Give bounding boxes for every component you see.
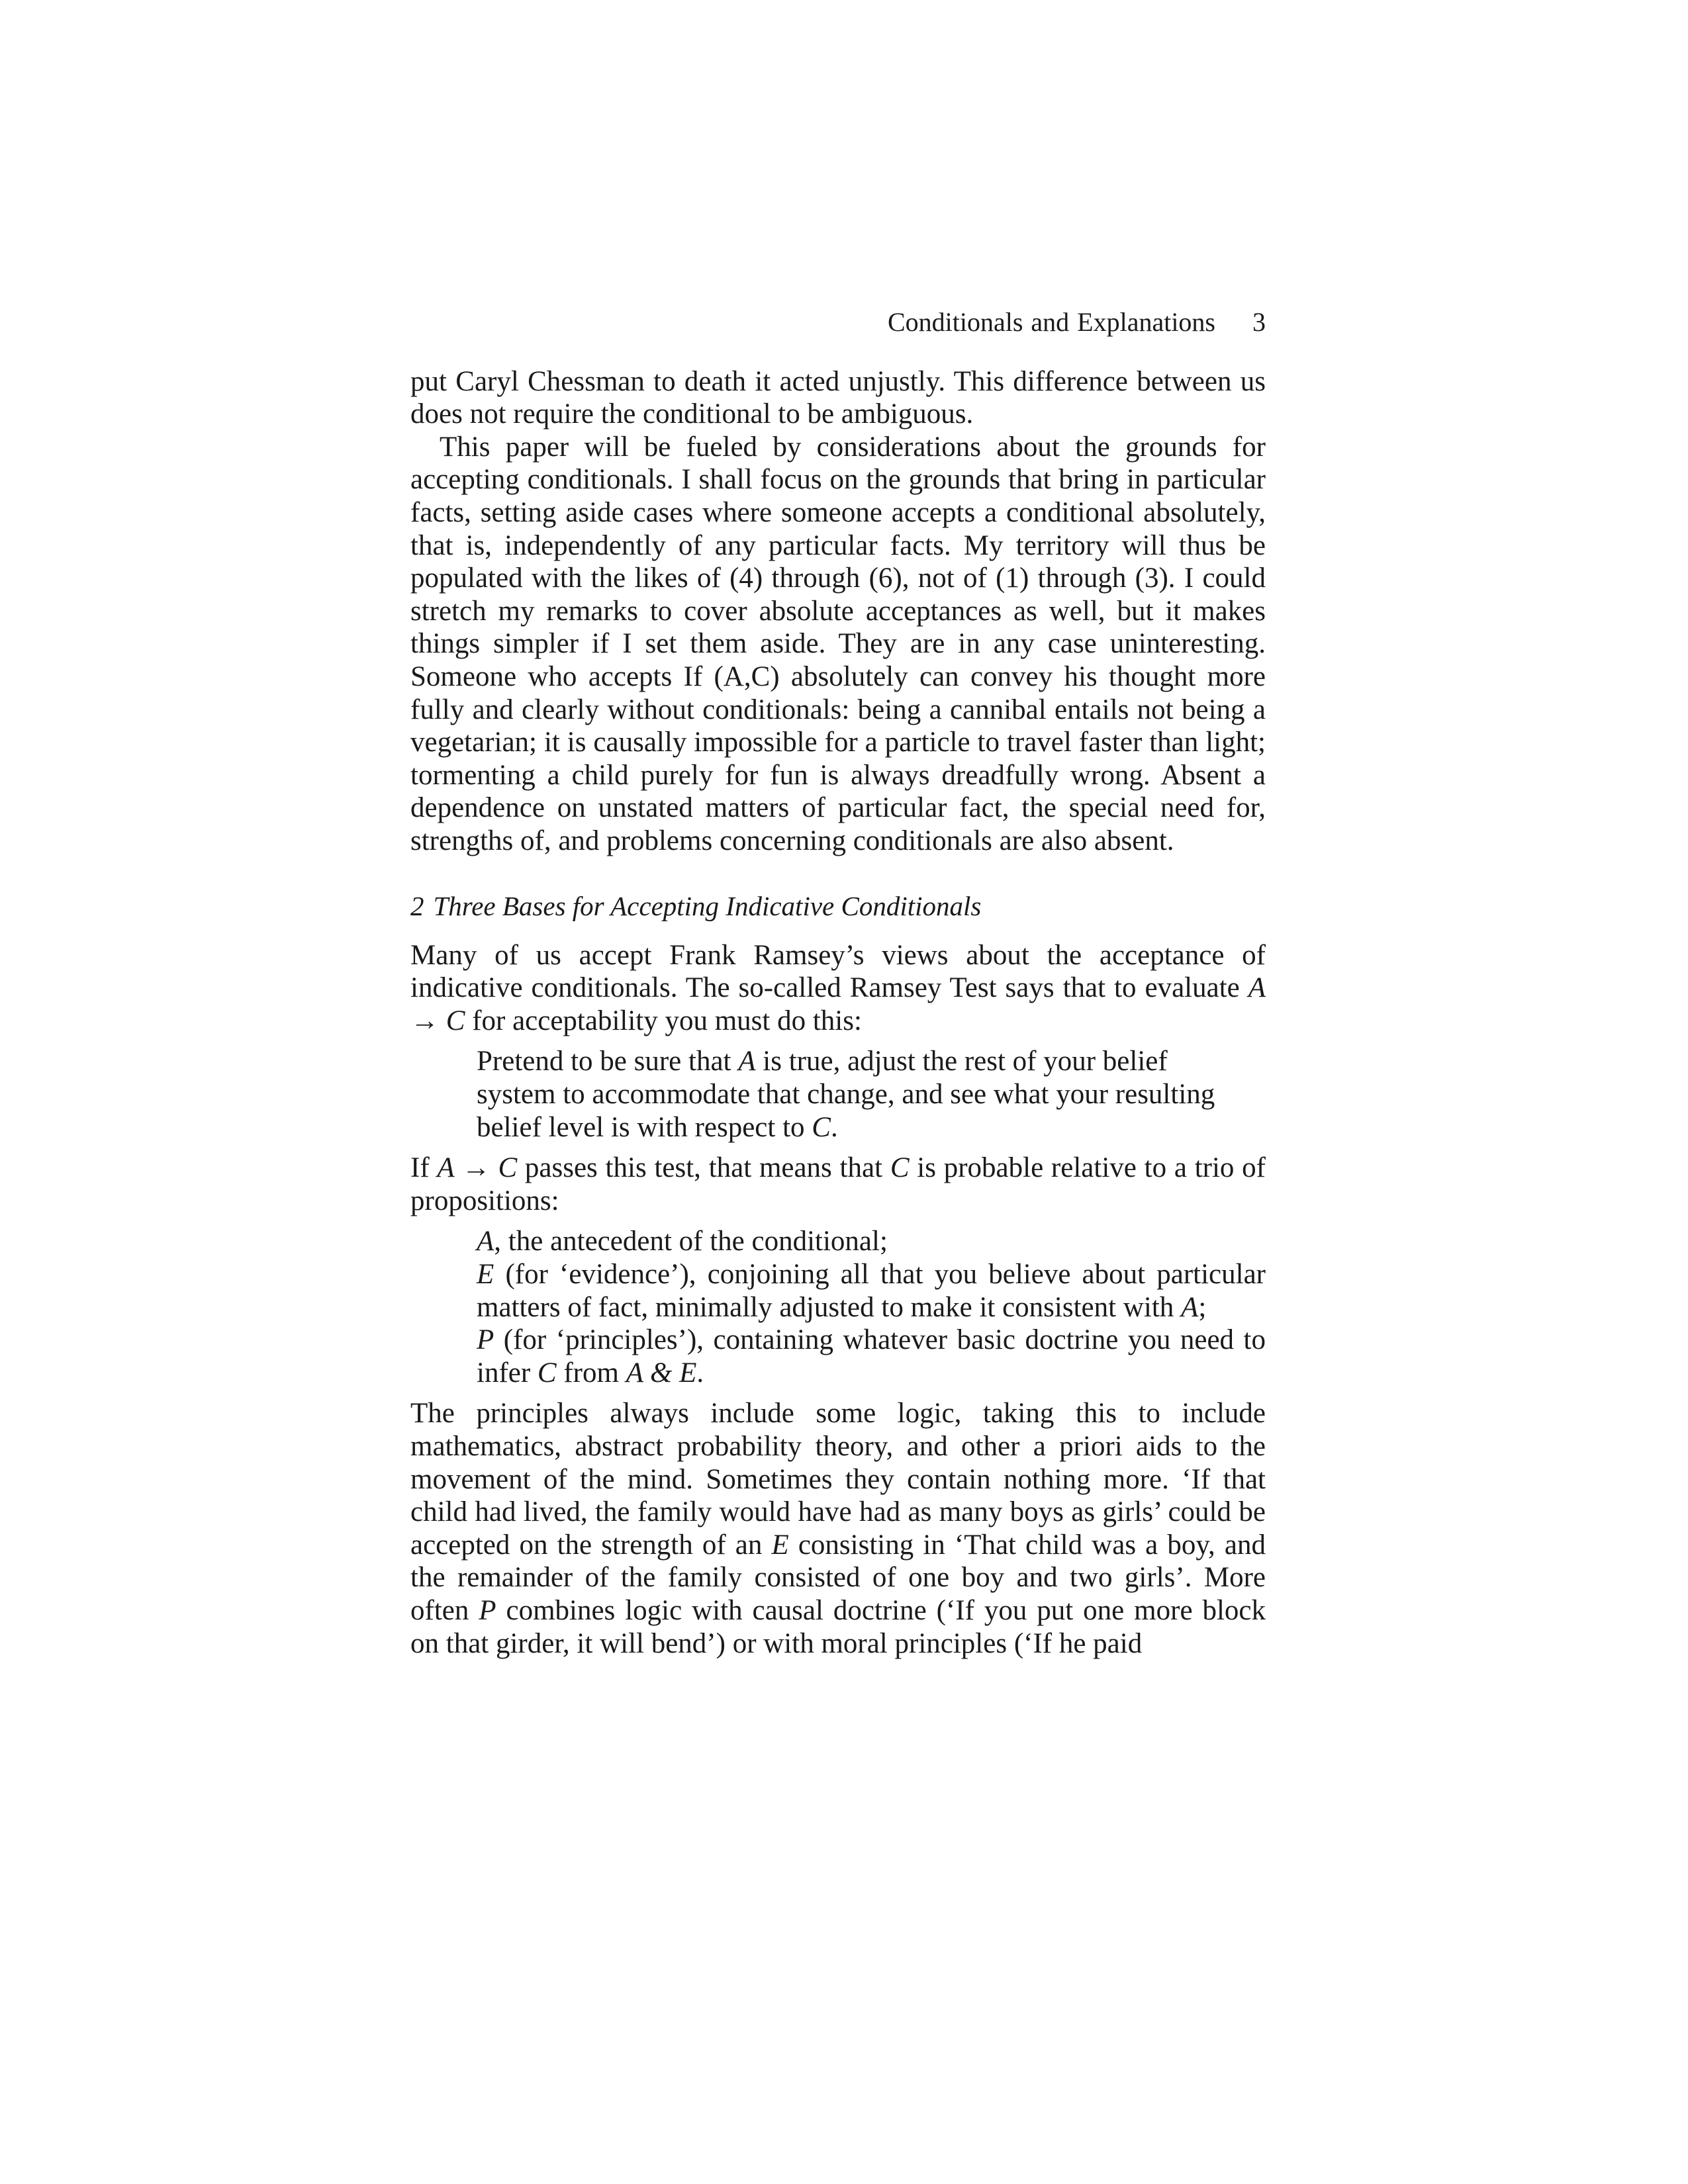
p3-text-b: for acceptability you must do this: bbox=[465, 1005, 862, 1036]
list-item-e bbox=[477, 1258, 1266, 1324]
section-number: 2 bbox=[410, 891, 424, 922]
p4-text-3: is probable relative to a trio of propositions: bbox=[410, 1152, 1266, 1216]
proposition-list bbox=[477, 1225, 1266, 1389]
item-p-end: . bbox=[696, 1357, 704, 1388]
item-p-mid: from bbox=[556, 1357, 626, 1388]
quote-text-1: Pretend to be sure that bbox=[477, 1046, 739, 1077]
section-title: Three Bases for Accepting Indicative Conditionals bbox=[433, 891, 982, 922]
item-p-var2: C bbox=[537, 1357, 557, 1388]
item-e-end: ; bbox=[1198, 1291, 1207, 1323]
running-header bbox=[410, 306, 1266, 339]
paragraph-5 bbox=[410, 1397, 1266, 1660]
paragraph-2: This paper will be fueled by considerations about the grounds for accepting conditionals. I shall focus on the grounds that bring in particular facts, setting aside cases where someone accepts a conditional absolutely, that is, independently of any particular facts. My territory will thus be populated with the likes of (4) through (6), not of (1) through (3). I could stretch my remarks to cover absolute acceptances as well, but it makes things simpler if I set them aside. They are in any case uninteresting. Someone who accepts If (A,C) absolutely can convey his thought more fully and clearly without conditionals: being a cannibal entails not being a vegetarian; it is causally impossible for a particle to travel faster than light; tormenting a child purely for fun is always dreadfully wrong. Absent a dependence on unstated matters of particular fact, the special need for, strengths of, and problems concerning conditionals are also absent. bbox=[410, 431, 1266, 856]
item-p-text: (for ‘principles’), containing whatever basic doctrine you need to infer bbox=[477, 1324, 1266, 1388]
quote-text-3: . bbox=[830, 1111, 838, 1143]
p4-formula: A → C bbox=[437, 1152, 518, 1184]
p5-text-3: combines logic with causal doctrine (‘If you put one more block on that girder, it will bend’) or with moral principles (‘If he paid bbox=[410, 1594, 1266, 1659]
p5-text-1: The principles always include some logic, taking this to include mathematics, abstract probability theory, and other a priori aids to the movement of the mind. Sometimes they contain nothing more. ‘If that child had lived, the family would have had as many boys as girls’ could be accepted on the strength of an bbox=[410, 1398, 1266, 1561]
p5-var-e: E bbox=[771, 1529, 789, 1561]
item-p-var3: A & E bbox=[626, 1357, 697, 1388]
item-p-var: P bbox=[477, 1324, 494, 1356]
item-a-text: , the antecedent of the conditional; bbox=[494, 1226, 888, 1257]
quote-var-c: C bbox=[812, 1111, 831, 1143]
p4-text-2: passes this test, that means that bbox=[517, 1152, 890, 1184]
section-heading bbox=[410, 890, 1266, 923]
paragraph-4 bbox=[410, 1152, 1266, 1217]
p3-text-a: Many of us accept Frank Ramsey’s views about the acceptance of indicative conditionals. The so-called Ramsey Test says that to evaluate bbox=[410, 939, 1266, 1004]
p5-var-p: P bbox=[479, 1594, 496, 1626]
item-a-var: A bbox=[477, 1226, 494, 1257]
item-e-text: (for ‘evidence’), conjoining all that you believe about particular matters of fact, minimally adjusted to make it consistent with bbox=[477, 1259, 1266, 1323]
list-item-a bbox=[477, 1225, 1266, 1258]
item-e-var2: A bbox=[1181, 1291, 1199, 1323]
list-item-p bbox=[477, 1324, 1266, 1389]
p3-formula: A → C bbox=[410, 972, 1266, 1036]
item-e-var: E bbox=[477, 1259, 494, 1291]
p4-var-c: C bbox=[890, 1152, 910, 1184]
p5-text-2: consisting in ‘That child was a boy, and the remainder of the family consisted of one boy and two girls’. More often bbox=[410, 1529, 1266, 1626]
running-title: Conditionals and Explanations bbox=[887, 307, 1215, 337]
ramsey-test-quote bbox=[477, 1045, 1251, 1144]
paragraph-3 bbox=[410, 939, 1266, 1038]
paragraph-1: put Caryl Chessman to death it acted unjustly. This difference between us does not require the conditional to be ambiguous. bbox=[410, 365, 1266, 430]
page bbox=[410, 306, 1266, 1660]
quote-var-a: A bbox=[738, 1046, 756, 1077]
quote-text-2: is true, adjust the rest of your belief system to accommodate that change, and see what your resulting belief level is with respect to bbox=[477, 1046, 1215, 1143]
p4-text-1: If bbox=[410, 1152, 438, 1184]
page-number: 3 bbox=[1252, 307, 1266, 337]
